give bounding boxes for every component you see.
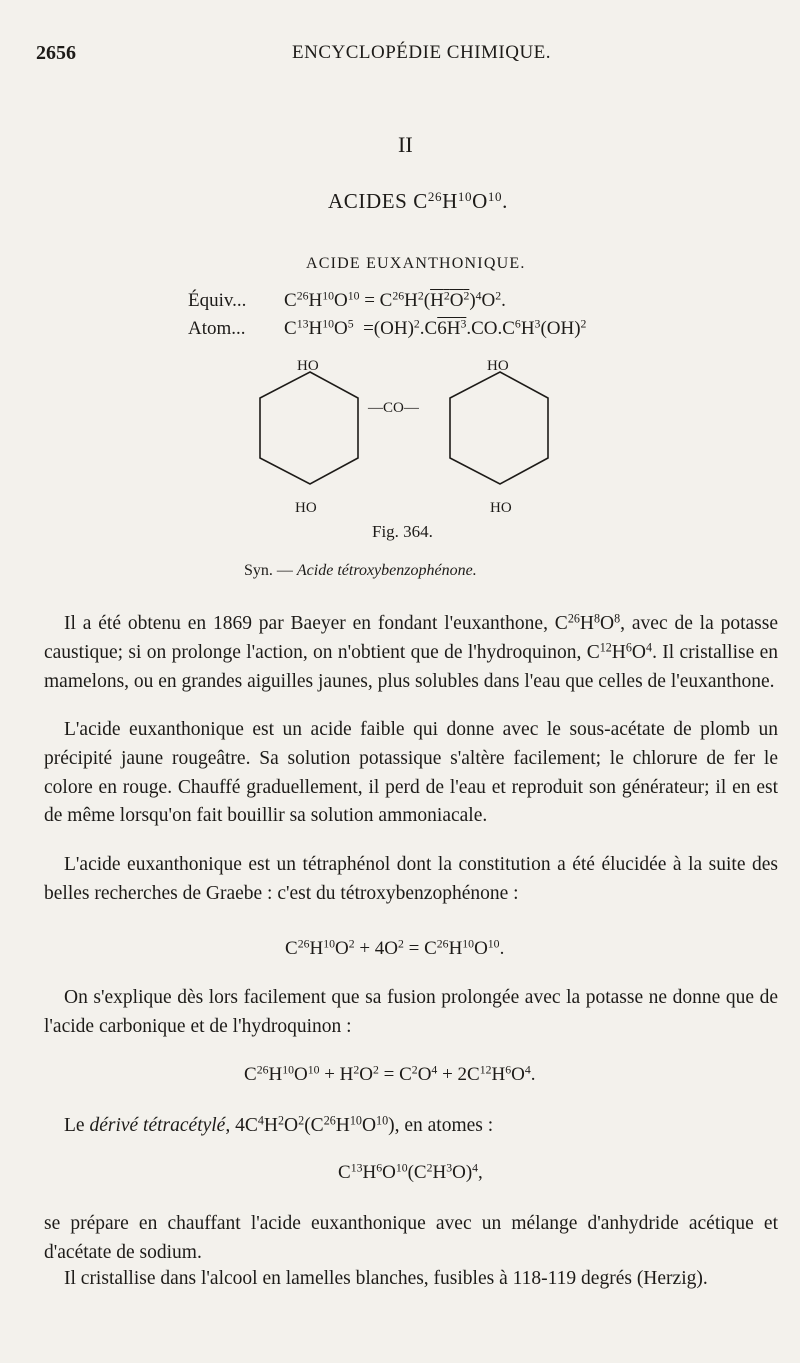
ho-bottom-right: HO <box>490 500 512 516</box>
section-numeral: II <box>398 132 413 157</box>
paragraph-3 <box>44 851 778 909</box>
section-title-text: ACIDES C <box>328 189 428 213</box>
p5-italic: dérivé tétracétylé, <box>89 1115 231 1136</box>
p1-text-c: . Il cristallise en mamelons, ou en grandes aiguilles jaunes, plus solubles dans l'eau que celles de l'euxanthone. <box>44 641 778 692</box>
p3-text: L'acide euxanthonique est un tétraphénol dont la constitution a été élucidée à la suite des belles recherches de Graebe : c'est du tétroxybenzophénone : <box>44 854 778 904</box>
paragraph-1: Il a été obtenu en 1869 par Baeyer en fondant l'euxanthone, $C^{26}H^8O^8$, avec de la potasse caustique; si on prolonge l'action, on n'obtient que de l'hydroquinon, $C^{12}H^6O^4$. Il cristallise en mamelons, ou en grandes aiguilles jaunes, plus solubles dans l'eau que celles de l'euxanthone. <box>44 611 779 692</box>
p2-text: L'acide euxanthonique est un acide faible qui donne avec le sous-acétate de plomb un précipité jaune rougeâtre. Sa solution potassique s'altère facilement; le chlorure de fer le colore en rouge. Chauffé graduellement, il perd de l'eau et reproduit son générateur; il en est de même lorsqu'on fait bouillir sa solution ammoniacale. <box>44 719 778 827</box>
paragraph-6 <box>44 1210 778 1268</box>
equation-2: $C^{26}H^{10}O^{10} + H^2O^2 = C^2O^4 + 2C^{12}H^6O^4$. <box>244 1063 536 1085</box>
compound-heading: ACIDE EUXANTHONIQUE. <box>306 255 526 272</box>
section-title: ACIDES $C^{26}H^{10}O^{10}$. <box>328 188 508 213</box>
page-number: 2656 <box>36 42 76 64</box>
p4-text: On s'explique dès lors facilement que sa fusion prolongée avec la potasse ne donne que de l'acide carbonique et de l'hydroquinon : <box>44 987 778 1037</box>
p1-text-b: , avec de la potasse caustique; si on prolonge l'action, on n'obtient que de l'hydroquinon, <box>44 613 779 663</box>
structure-diagram <box>250 350 570 525</box>
right-ring <box>450 372 548 484</box>
paragraph-5: Le dérivé tétracétylé, $4C^4H^2O^2(C^{26}H^{10}O^{10})$, en atomes : <box>64 1113 494 1136</box>
equation-3: $C^{13}H^6O^{10}(C^2H^3O)^4$, <box>338 1161 483 1183</box>
carbonyl-bridge: —CO— <box>368 400 419 416</box>
equiv-label: Équiv... <box>188 290 247 311</box>
ho-bottom-left: HO <box>295 500 317 516</box>
paragraph-2 <box>44 716 778 831</box>
paragraph-4 <box>44 984 778 1042</box>
equiv-formula: $C^{26}H^{10}O^{10} = C^{26}H^2(H^2O^2)^4O^2$. <box>284 289 506 311</box>
p6-text: se prépare en chauffant l'acide euxanthonique avec un mélange d'anhydride acétique et d'acétate de sodium. <box>44 1213 778 1263</box>
synonym-line <box>244 562 477 580</box>
paragraph-7 <box>44 1265 778 1294</box>
left-ring <box>260 372 358 484</box>
ho-top-right: HO <box>487 358 509 374</box>
syn-label: Syn. <box>244 562 273 579</box>
figure-caption: Fig. 364. <box>372 522 433 541</box>
equals-sign: = <box>364 290 375 311</box>
p5-text-b: , en atomes : <box>394 1115 494 1136</box>
p1-text-a: Il a été obtenu en 1869 par Baeyer en fondant l'euxanthone, <box>64 613 555 634</box>
syn-dash: — <box>276 562 293 579</box>
syn-name: Acide tétroxybenzophénone. <box>296 562 477 579</box>
p7-text: Il cristallise dans l'alcool en lamelles blanches, fusibles à 118-119 degrés (Herzig). <box>64 1268 708 1289</box>
atom-formula: $C^{13}H^{10}O^5 =(OH)^2.C6H^3.CO.C^6H^3(OH)^2$ <box>284 317 587 339</box>
ho-top-left: HO <box>297 358 319 374</box>
equation-1: $C^{26}H^{10}O^2 + 4O^2 = C^{26}H^{10}O^{10}$. <box>285 937 505 959</box>
running-title: ENCYCLOPÉDIE CHIMIQUE. <box>292 42 552 63</box>
atom-label: Atom... <box>188 318 246 339</box>
p5-text-a: Le <box>64 1115 90 1136</box>
